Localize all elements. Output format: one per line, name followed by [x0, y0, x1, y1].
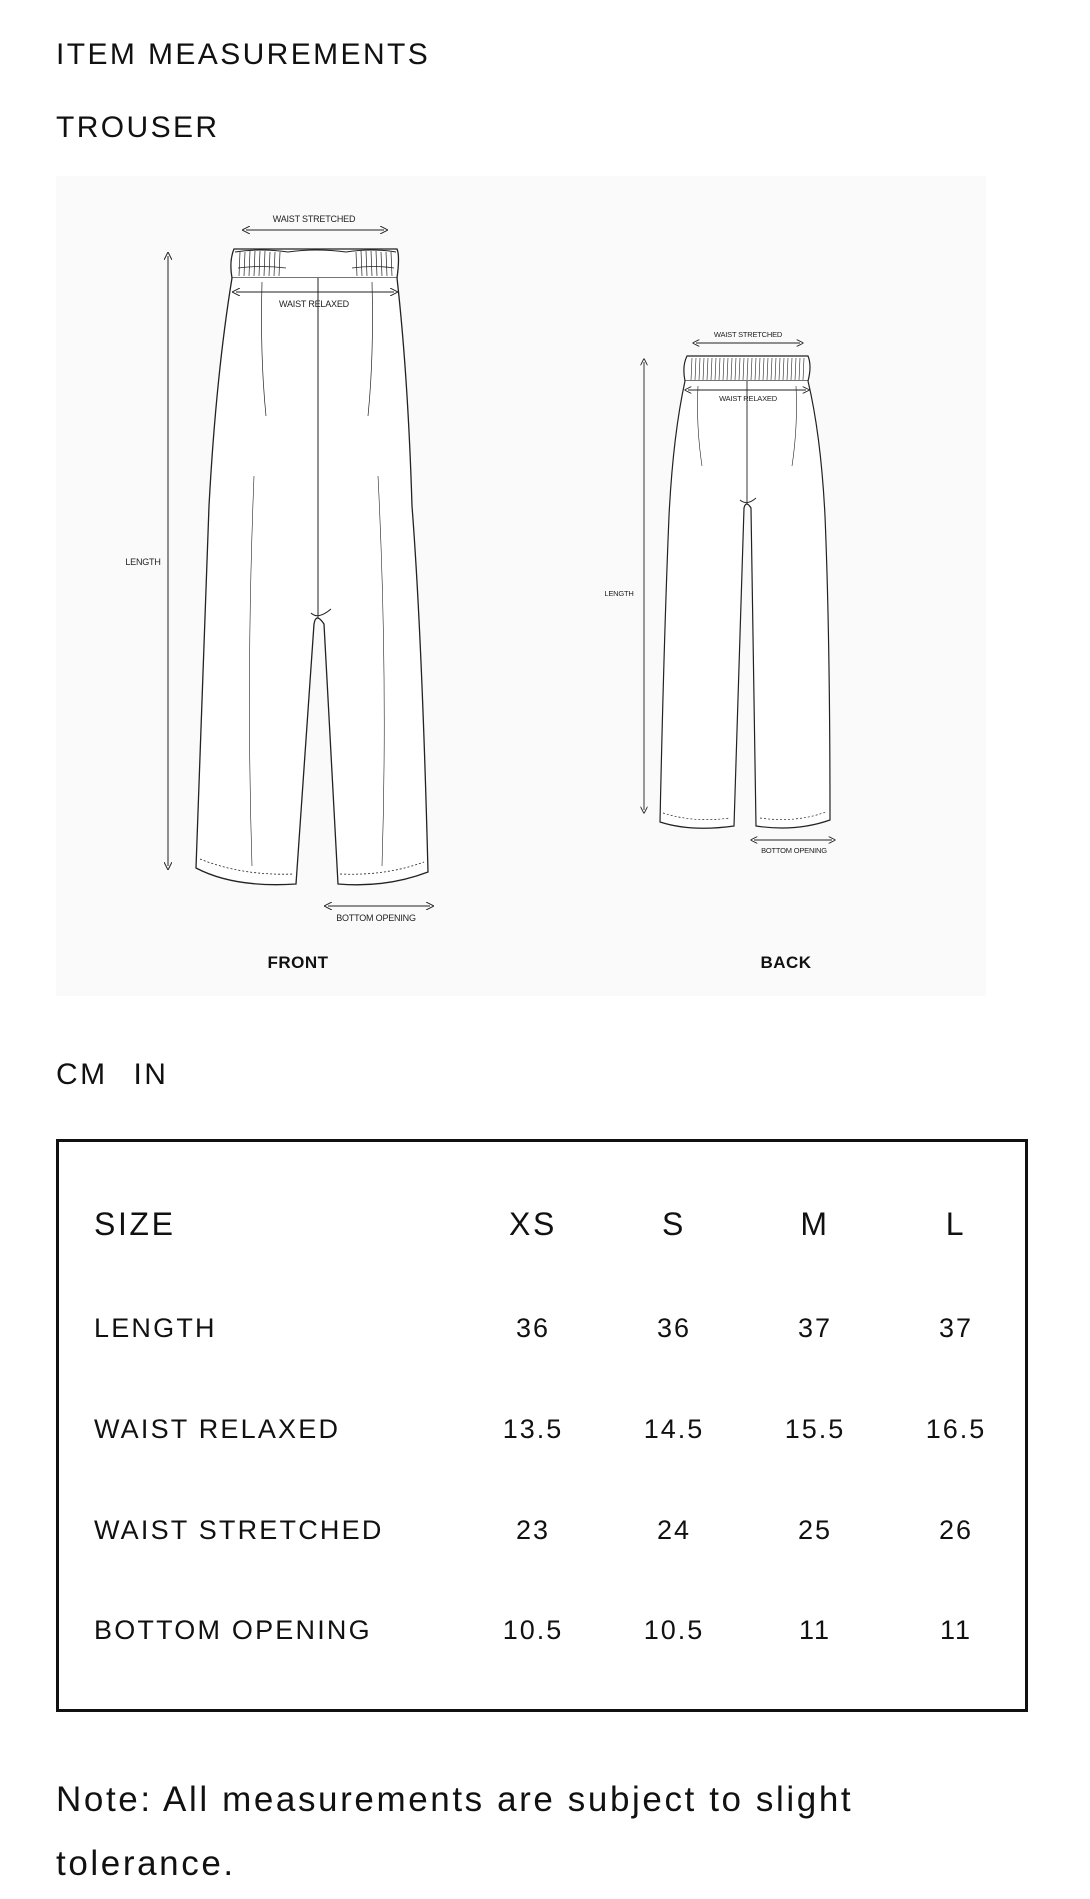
size-column-m: M [800, 1206, 830, 1242]
table-cell: 14.5 [643, 1414, 705, 1444]
table-cell: 37 [938, 1313, 974, 1343]
back-trouser-illustration [660, 356, 830, 828]
front-bottom-opening-label: BOTTOM OPENING [336, 913, 416, 923]
size-column-s: S [662, 1206, 686, 1242]
row-label: WAIST STRETCHED [94, 1515, 384, 1545]
unit-in-option[interactable]: IN [133, 1058, 169, 1091]
front-waist-stretched-label: WAIST STRETCHED [272, 214, 356, 224]
unit-cm-option[interactable]: CM [56, 1058, 108, 1091]
size-column-xs: XS [509, 1206, 557, 1242]
table-cell: 10.5 [502, 1615, 564, 1645]
table-cell: 11 [939, 1615, 973, 1645]
row-label: LENGTH [94, 1313, 217, 1343]
front-waist-relaxed-label: WAIST RELAXED [279, 299, 349, 309]
table-row [59, 1600, 1025, 1660]
back-view-label: BACK [760, 953, 812, 972]
size-table [56, 1139, 1028, 1712]
table-cell: 13.5 [502, 1414, 564, 1444]
table-cell: 15.5 [784, 1414, 846, 1444]
table-cell: 36 [656, 1313, 692, 1343]
front-trouser-illustration [196, 249, 428, 885]
table-cell: 24 [656, 1515, 692, 1545]
front-view-label: FRONT [267, 953, 329, 972]
front-length-label: LENGTH [125, 557, 161, 567]
section-title: ITEM MEASUREMENTS [56, 38, 431, 71]
table-cell: 36 [515, 1313, 551, 1343]
table-cell: 16.5 [925, 1414, 987, 1444]
back-length-label: LENGTH [604, 589, 634, 598]
product-title: TROUSER [56, 111, 220, 144]
back-bottom-opening-label: BOTTOM OPENING [761, 846, 827, 855]
table-row [59, 1500, 1025, 1560]
table-cell: 23 [515, 1515, 551, 1545]
table-row [59, 1399, 1025, 1459]
tolerance-note: Note: All measurements are subject to slight tolerance. [56, 1780, 854, 1883]
table-cell: 10.5 [643, 1615, 705, 1645]
table-cell: 37 [797, 1313, 833, 1343]
back-waist-stretched-label: WAIST STRETCHED [713, 330, 783, 339]
table-cell: 25 [797, 1515, 833, 1545]
measurement-diagram [56, 176, 986, 996]
row-label: WAIST RELAXED [94, 1414, 341, 1444]
back-waist-relaxed-label: WAIST RELAXED [719, 394, 777, 403]
size-header-label: SIZE [94, 1206, 176, 1242]
unit-toggle [56, 1058, 168, 1092]
size-column-l: L [945, 1206, 967, 1242]
table-header-row [59, 1194, 1025, 1254]
table-row [59, 1298, 1025, 1358]
table-cell: 26 [938, 1515, 974, 1545]
table-cell: 11 [798, 1615, 832, 1645]
row-label: BOTTOM OPENING [94, 1615, 372, 1645]
